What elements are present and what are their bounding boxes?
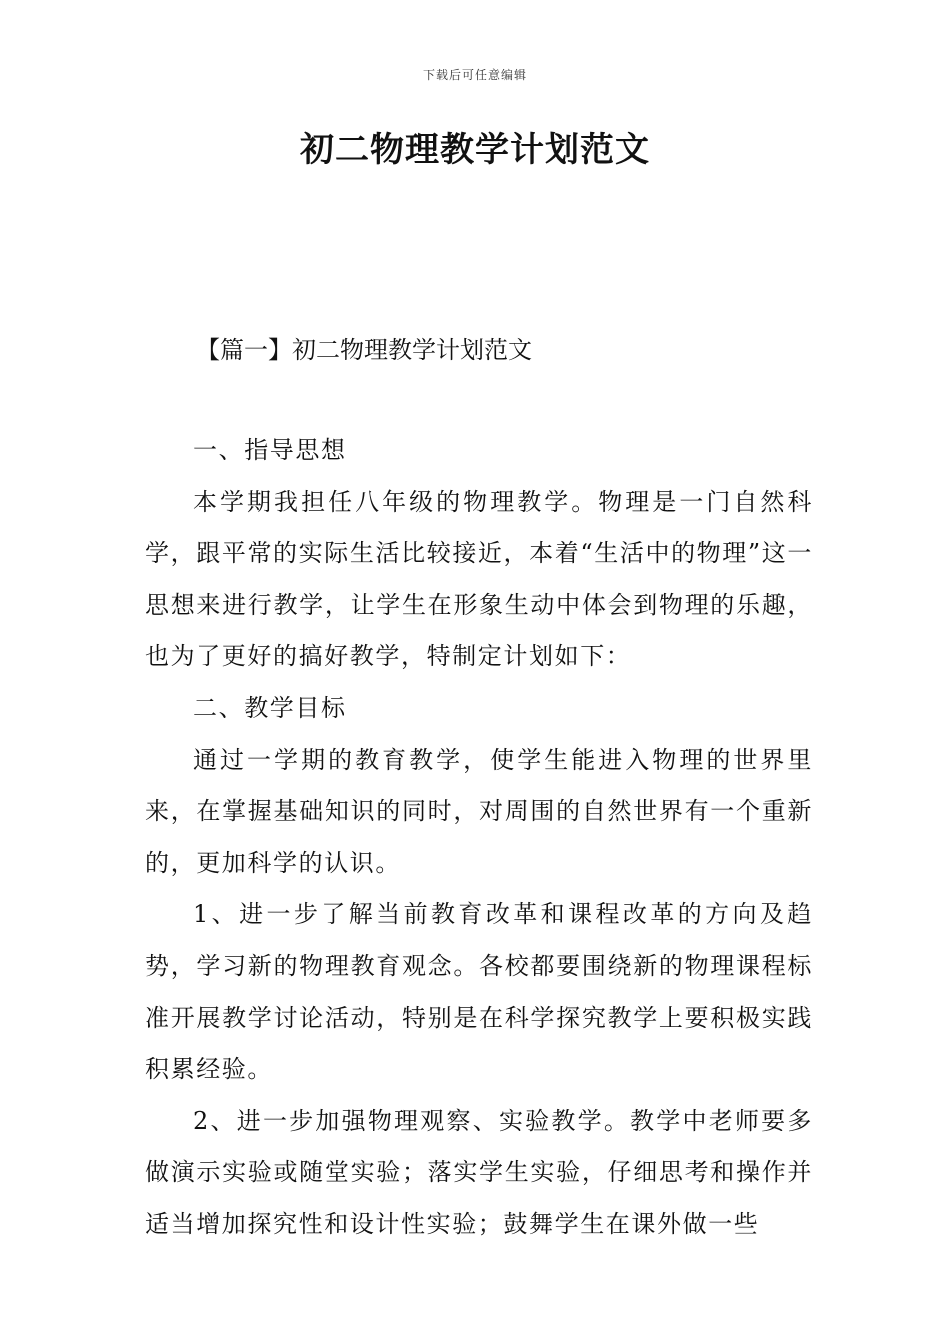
section-title: 【篇一】初二物理教学计划范文 [196,336,532,364]
paragraph: 通过一学期的教育教学，使学生能进入物理的世界里来，在掌握基础知识的同时，对周围的自然世界有一个重新的，更加科学的认识。 [145,745,813,877]
paragraph: 2、进一步加强物理观察、实验教学。教学中老师要多做演示实验或随堂实验；落实学生实验，仔细思考和操作并适当增加探究性和设计性实验；鼓舞学生在课外做一些 [145,1106,813,1238]
header-note: 下载后可任意编辑 [422,68,527,82]
body-text [145,425,813,1251]
paragraph: 本学期我担任八年级的物理教学。物理是一门自然科学，跟平常的实际生活比较接近，本着“生活中的物理”这一思想来进行教学，让学生在形象生动中体会到物理的乐趣，也为了更好的搞好教学，特制定计划如下： [145,487,813,671]
document-title: 初二物理教学计划范文 [300,130,650,170]
paragraph-heading-teaching-goals: 二、教学目标 [193,693,347,722]
paragraph-heading-guiding-ideology: 一、指导思想 [193,436,347,464]
paragraph: 1、进一步了解当前教育改革和课程改革的方向及趋势，学习新的物理教育观念。各校都要围绕新的物理课程标准开展教学讨论活动，特别是在科学探究教学上要积极实践积累经验。 [145,900,813,1084]
